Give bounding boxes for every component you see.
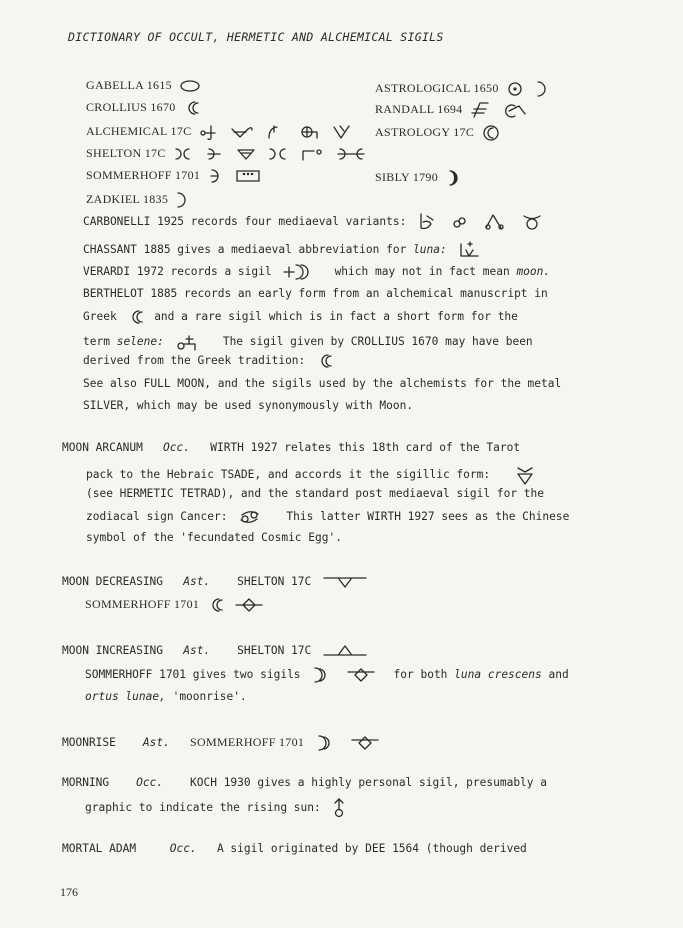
entry-term: MOONRISE [62,736,116,749]
sigil-moonrise-crescent-icon [315,734,335,752]
sigil-alchemical-4-icon [295,124,321,140]
increasing-line-2: SOMMERHOFF 1701 gives two sigils for both luna crescens and [85,666,569,684]
entry-astrological: ASTROLOGICAL 1650 [375,80,553,98]
moon-line-9: SILVER, which may be used synonymously with Moon. [83,399,414,412]
sigil-carbonelli-2-icon [452,215,468,229]
entry-sibly: SIBLY 1790 [375,169,467,187]
entry-term: MORNING [62,776,110,789]
sigil-tsade-icon [515,464,535,486]
sigil-shelton-2-icon [206,147,224,161]
running-header: DICTIONARY OF OCCULT, HERMETIC AND ALCHEMICAL SIGILS [68,30,444,44]
moon-line-4: BERTHELOT 1885 records an early form from an alchemical manuscript in [83,287,548,300]
entry-sommerhoff: SOMMERHOFF 1701 [86,168,265,184]
sigil-randall-2-icon [503,102,527,118]
sigil-moon-decreasing-shelton-icon [322,575,368,589]
moon-line-8: See also FULL MOON, and the sigils used by the alchemists for the metal [83,377,562,390]
sigil-sommerhoff-2-icon [235,169,261,183]
sigil-selene-icon [175,332,199,352]
arcanum-line-3: (see HERMETIC TETRAD), and the standard post mediaeval sigil for the [86,487,545,500]
entry-term: MOON ARCANUM [62,441,143,454]
sigil-astrology-icon [481,124,501,142]
mortal-adam-line-1: MORTAL ADAM Occ. A sigil originated by DEE 1564 (though derived [62,842,527,855]
sigil-alchemical-2-icon [230,124,254,140]
sigil-zadkiel-icon [175,191,187,209]
cancer-sign-icon [238,509,262,525]
arcanum-line-1: MOON ARCANUM Occ. WIRTH 1927 relates this 18th card of the Tarot [62,441,521,454]
sigil-sibly-icon [445,169,463,187]
sigil-moon-increasing-shelton-icon [322,643,368,659]
sigil-alchemical-5-icon [332,124,352,140]
entry-astrology: ASTROLOGY 17C [375,124,505,142]
sigil-verardi-icon [282,263,310,281]
arcanum-line-2: pack to the Hebraic TSADE, and accords it the sigillic form: [86,464,539,486]
moon-line-3: VERARDI 1972 records a sigil which may not in fact mean moon. [83,263,550,281]
entry-shelton: SHELTON 17C [86,146,370,161]
entry-term: MOON DECREASING [62,575,164,588]
sigil-alchemical-3-icon [265,124,283,140]
sigil-moonrise-diamond-icon [350,735,380,751]
moon-line-1: CARBONELLI 1925 records four mediaeval variants: [83,212,547,232]
decreasing-line-2: SOMMERHOFF 1701 [85,597,268,613]
arcanum-line-4: zodiacal sign Cancer: This latter WIRTH 1927 sees as the Chinese [86,510,570,523]
entry-crollius: CROLLIUS 1670 [86,100,205,116]
morning-line-1: MORNING Occ. KOCH 1930 gives a highly personal sigil, presumably a [62,776,547,789]
moon-line-7: derived from the Greek tradition: [83,353,338,369]
sigil-carbonelli-3-icon [483,212,507,232]
sigil-carbonelli-4-icon [521,213,543,231]
sigil-astrological-2-icon [535,80,549,98]
sigil-luna-crescens-icon [311,666,331,684]
sigil-shelton-6-icon [336,147,366,161]
sigil-shelton-3-icon [236,147,256,161]
sigil-chassant-icon [458,240,480,260]
entry-alchemical: ALCHEMICAL 17C [86,123,356,141]
sigil-moon-decreasing-diamond-icon [234,597,264,613]
sigil-moon-decreasing-crescent-icon [207,597,223,613]
entry-term: MORTAL ADAM [62,842,137,855]
moon-line-5: Greek and a rare sigil which is in fact a short form for the [83,310,518,323]
moon-line-6: term selene: The sigil given by CROLLIUS 1670 may have been [83,332,533,352]
moon-line-2: CHASSANT 1885 gives a mediaeval abbreviation for luna: [83,240,484,260]
sigil-shelton-4-icon [267,147,289,161]
sigil-crollius-icon [183,100,201,116]
sigil-rising-sun-icon [332,797,346,819]
sigil-astrological-1-icon [506,80,524,98]
decreasing-line-1: MOON DECREASING Ast. SHELTON 17C [62,575,372,589]
sigil-shelton-5-icon [300,147,324,161]
sigil-randall-1-icon [470,101,492,119]
increasing-line-1: MOON INCREASING Ast. SHELTON 17C [62,643,372,659]
sigil-shelton-1-icon [173,147,195,161]
sigil-sommerhoff-1-icon [208,168,224,184]
sigil-crollius-greek-icon [316,353,334,369]
page-number: 176 [60,885,78,899]
morning-line-2: graphic to indicate the rising sun: [85,797,350,819]
entry-zadkiel: ZADKIEL 1835 [86,191,191,209]
entry-gabella: GABELLA 1615 [86,78,205,93]
sigil-ortus-lunae-icon [346,667,376,683]
sigil-alchemical-1-icon [199,123,219,141]
arcanum-line-5: symbol of the 'fecundated Cosmic Egg'. [86,531,342,544]
increasing-line-3: ortus lunae, 'moonrise'. [85,690,247,703]
sigil-gabella-icon [179,79,201,93]
entry-term: MOON INCREASING [62,644,164,657]
moonrise-line: MOONRISE Ast. SOMMERHOFF 1701 [62,734,384,752]
sigil-carbonelli-1-icon [417,212,437,232]
sigil-greek-crescent-icon [127,309,143,325]
entry-randall: RANDALL 1694 [375,101,531,119]
